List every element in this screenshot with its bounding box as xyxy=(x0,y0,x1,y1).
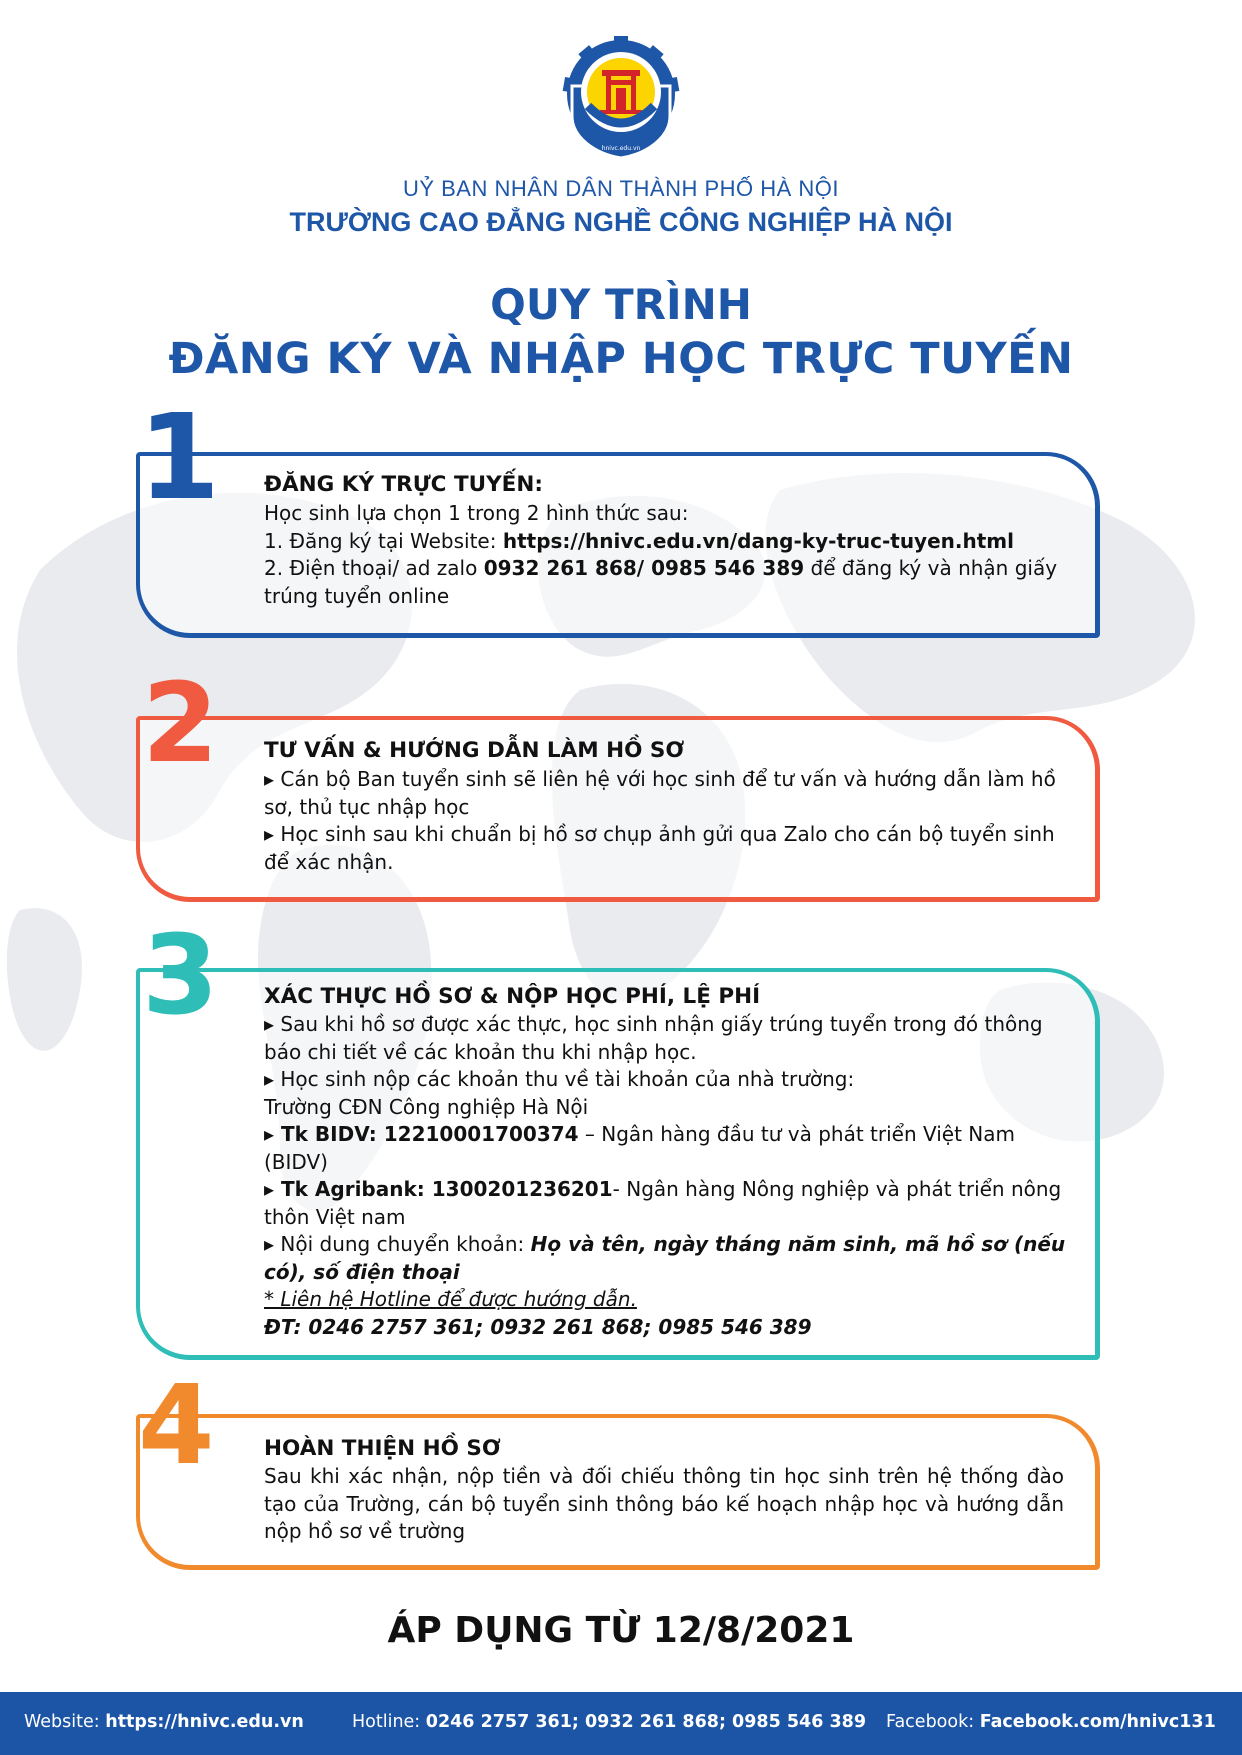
logo-url-text: hnivc.edu.vn xyxy=(601,145,641,152)
step4-text: Sau khi xác nhận, nộp tiền và đối chiếu thông tin học sinh trên hệ thống đào tạo của Trường, cán bộ tuyển sinh thông báo kế hoạch nhập học và hướng dẫn nộp hồ sơ về trường xyxy=(264,1464,1064,1543)
step3-account-owner: Trường CĐN Công nghiệp Hà Nội xyxy=(264,1094,589,1119)
step3-number: 3 xyxy=(142,911,215,1039)
step2-number: 2 xyxy=(142,659,215,787)
zalo-phones: 0932 261 868/ 0985 546 389 xyxy=(483,556,805,580)
step4-number: 4 xyxy=(138,1361,211,1489)
step3-text xyxy=(264,1011,1084,1341)
step2-heading: TƯ VẤN & HƯỚNG DẪN LÀM HỒ SƠ xyxy=(264,738,685,763)
step1-option1: 1. Đăng ký tại Website: https://hnivc.edu.vn/dang-ky-truc-tuyen.html xyxy=(264,528,1014,553)
facebook-link[interactable]: Facebook.com/hnivc131 xyxy=(979,1712,1216,1732)
step1-option2: 2. Điện thoại/ ad zalo 0932 261 868/ 0985 546 389 để đăng ký và nhận giấy trúng tuyển online xyxy=(264,556,1058,608)
step2-text xyxy=(264,766,1084,876)
step1-text xyxy=(264,500,1084,610)
footer-facebook: Facebook: Facebook.com/hnivc131 xyxy=(886,1712,1216,1732)
step1-number: 1 xyxy=(138,388,217,526)
step1-heading: ĐĂNG KÝ TRỰC TUYẾN: xyxy=(264,472,543,497)
step2-bullet2: ▸ Học sinh sau khi chuẩn bị hồ sơ chụp ảnh gửi qua Zalo cho cán bộ tuyển sinh để xác nhận. xyxy=(264,822,1055,874)
registration-link[interactable]: https://hnivc.edu.vn/dang-ky-truc-tuyen.html xyxy=(502,528,1014,553)
step3-hotline-note: * Liên hệ Hotline để được hướng dẫn. xyxy=(264,1287,637,1311)
step3-bidv: ▸ Tk BIDV: 12210001700374 – Ngân hàng đầu tư và phát triển Việt Nam (BIDV) xyxy=(264,1122,1015,1174)
step3-agribank: ▸ Tk Agribank: 1300201236201- Ngân hàng Nông nghiệp và phát triển nông thôn Việt nam xyxy=(264,1177,1062,1229)
step1-intro: Học sinh lựa chọn 1 trong 2 hình thức sau: xyxy=(264,501,689,525)
footer-hotline: Hotline: 0246 2757 361; 0932 261 868; 0985 546 389 xyxy=(352,1712,866,1732)
org-line1: UỶ BAN NHÂN DÂN THÀNH PHỐ HÀ NỘI xyxy=(402,176,840,201)
step4-heading: HOÀN THIỆN HỒ SƠ xyxy=(264,1436,501,1461)
website-link[interactable]: https://hnivc.edu.vn xyxy=(105,1712,304,1732)
step3-bullet1: ▸ Sau khi hồ sơ được xác thực, học sinh nhận giấy trúng tuyển trong đó thông báo chi tiết về các khoản thu khi nhập học. xyxy=(264,1012,1043,1064)
page-title-line1: QUY TRÌNH xyxy=(490,280,752,329)
step3-heading: XÁC THỰC HỒ SƠ & NỘP HỌC PHÍ, LỆ PHÍ xyxy=(264,984,761,1009)
step2-bullet1: ▸ Cán bộ Ban tuyển sinh sẽ liên hệ với học sinh để tư vấn và hướng dẫn làm hồ sơ, thủ tục nhập học xyxy=(264,767,1056,819)
footer-website: Website: https://hnivc.edu.vn xyxy=(24,1712,304,1732)
page-title-line2: ĐĂNG KÝ VÀ NHẬP HỌC TRỰC TUYẾN xyxy=(168,334,1074,384)
school-logo xyxy=(554,36,688,162)
footer-bar xyxy=(0,1692,1242,1755)
apply-date: ÁP DỤNG TỪ 12/8/2021 xyxy=(387,1610,855,1651)
step3-phones: ĐT: 0246 2757 361; 0932 261 868; 0985 546 389 xyxy=(264,1314,812,1339)
org-line2: TRƯỜNG CAO ĐẲNG NGHỀ CÔNG NGHIỆP HÀ NỘI xyxy=(289,207,953,237)
step3-bullet2: ▸ Học sinh nộp các khoản thu về tài khoản của nhà trường: xyxy=(264,1067,855,1091)
step3-transfer-content: ▸ Nội dung chuyển khoản: Họ và tên, ngày tháng năm sinh, mã hồ sơ (nếu có), số điện thoại xyxy=(264,1232,1066,1284)
